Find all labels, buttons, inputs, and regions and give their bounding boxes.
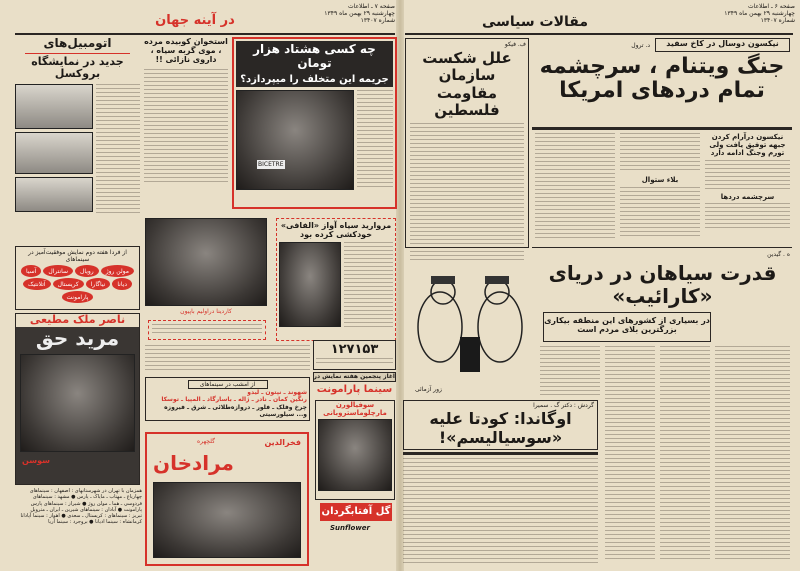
- bones-article: [144, 37, 228, 207]
- film-poster-photo: [20, 354, 135, 452]
- article-body: [660, 346, 710, 561]
- article-body: [403, 458, 598, 566]
- left-section-title: در آینه جهان: [155, 13, 235, 28]
- cinema-list-ad: [145, 377, 310, 421]
- singer-photo: [279, 242, 341, 327]
- film-cast: سوسن: [22, 455, 50, 465]
- city-line: پارامونت ● آبادان : سینماهای شیرین ـ ایران ـ متروپل: [30, 506, 142, 513]
- subhead: نیکسون درآرام کردن جبهه توفیق یافت ولی تورم وجنگ ادامه دارد: [709, 133, 786, 158]
- city-line: تبریز : سینماهای : کریستال ـ سعدی ● اهواز : سینما آپادانا: [20, 513, 142, 519]
- subhead: بلاء ستوال: [641, 176, 679, 184]
- article-kicker: گردش : دکتر گ . سمیرا: [533, 402, 594, 409]
- left-page-info: [290, 3, 395, 25]
- cinema-name: سانترال: [43, 265, 73, 277]
- paramount-title: سینما پارامونت: [316, 384, 393, 395]
- caption-text: [152, 324, 262, 336]
- article-body: [705, 160, 790, 190]
- cinema-name: آسیا: [21, 265, 41, 277]
- cinema-ad: [15, 246, 140, 310]
- film-title: مرادخان: [153, 451, 234, 475]
- article-body: [620, 187, 700, 239]
- film-ad-city-list: [13, 488, 142, 526]
- article-body: [344, 242, 393, 327]
- bus-photo: [236, 90, 354, 190]
- car-photo: [15, 132, 93, 174]
- cinema-ovals: [18, 265, 137, 303]
- cinema-name: مولن روژ: [101, 265, 134, 277]
- cinema-name: کریستال: [53, 278, 84, 290]
- issue-number: شماره ۱۳۴۰۷: [360, 17, 395, 25]
- black-pearl-article: [276, 218, 396, 341]
- cartoon-illustration: [405, 252, 533, 382]
- film-poster-photo: [153, 482, 301, 558]
- car-photo: [15, 177, 93, 212]
- cinema-name: آتلانتیک: [23, 278, 51, 290]
- ad-text: [316, 358, 393, 364]
- cars-headline-2: جدید در نمایشگاه بروکسل: [31, 54, 124, 81]
- fifth-week-note: آغاز پنجمین هفته نمایش در: [313, 373, 395, 380]
- film-star: ناصر ملک مطیعی: [16, 314, 139, 327]
- article-kicker: ه . گیدین: [767, 251, 790, 258]
- photo-article: [145, 218, 267, 318]
- film-poster-photo: [318, 419, 392, 491]
- cinema-name: نیاگارا: [86, 278, 111, 290]
- cinema-list-header: از امشب در سینماهای: [188, 380, 268, 389]
- article-body: [540, 346, 600, 396]
- cartoon-caption: زور آزمائی: [415, 386, 442, 393]
- article-body: [605, 346, 655, 561]
- photo-sign: BICETRE: [258, 161, 284, 169]
- film-label: گلچهره: [197, 438, 215, 445]
- divider: [532, 247, 792, 248]
- page-number: صفحه ۷ ـ اطلاعات: [347, 3, 395, 10]
- bones-headline: استخوان کوبیده مرده ، موی گربه سیاه ، داروی نازائی !!: [144, 37, 228, 65]
- fine-article: [232, 37, 397, 209]
- caribbean-headline: قدرت سیاهان در دریای «کارائیب»: [548, 261, 777, 308]
- car-photo: [15, 84, 93, 129]
- city-line: فردوسی ـ هما ـ مولن روژ ● شیراز : سینماهای پارس: [30, 500, 142, 507]
- phone-number: ۱۲۷۱۵۳: [330, 342, 379, 357]
- city-line: همزمان با تهران در شهرستانهای : اصفهان : سینماهای: [29, 488, 142, 494]
- article-body: [357, 90, 393, 190]
- city-line: کرمانشاه : سینما ادیانا ● بروجرد : سینما آریا: [48, 519, 142, 526]
- article-body: [410, 123, 524, 263]
- uganda-article: [403, 400, 598, 566]
- article-body: [715, 346, 790, 561]
- article-body: [620, 133, 700, 173]
- cartoon: [405, 252, 533, 397]
- cinema-ad-title: از فردا هفته دوم نمایش موفقیت‌آمیز در سینماهای: [28, 249, 127, 264]
- cinema-list-line: و... سیلورسیتی: [259, 410, 307, 418]
- header-rule: [15, 33, 395, 35]
- page-number: صفحه ۶ ـ اطلاعات: [747, 3, 795, 10]
- city-line: چهارباغ ـ مهتاب ـ مایاک ـ پارس ● مشهد : سینماهای: [32, 494, 142, 501]
- cinema-name: دیانا: [112, 278, 132, 290]
- cinema-name: رویال: [75, 265, 99, 277]
- page-date: چهارشنبه ۲۹ بهمن ماه ۱۳۴۹: [724, 10, 795, 18]
- article-kicker: د. ترول: [631, 42, 650, 49]
- vietnam-column-2: [620, 133, 700, 239]
- caption-box: [148, 320, 266, 340]
- black-pearl-headline: مروارید سیاه آواز «الفافی» خودکشی کرده بود: [280, 221, 392, 240]
- fine-headline-block: [236, 41, 393, 87]
- palestine-article: [405, 38, 529, 248]
- issue-number: شماره ۱۳۴۰۷: [760, 17, 795, 25]
- right-section-title: مقالات سیاسی: [481, 14, 589, 30]
- right-page-info: [700, 3, 795, 25]
- photo-caption: کاردینا دراولیم باپیون: [180, 308, 232, 315]
- paramount-english-title: Sunflower: [330, 524, 370, 532]
- film-ad-murid-haq: [15, 313, 140, 485]
- subhead: سرچشمه دردها: [720, 193, 775, 202]
- couple-photo: [145, 218, 267, 306]
- cinema-list-line: چرخ وفلک ـ فلور ـ دروازه‌طلائی ـ شرق ـ فیروزه: [164, 403, 307, 411]
- vietnam-column-3: [535, 133, 615, 241]
- header-rule: [405, 33, 793, 35]
- uganda-headline-box: [403, 400, 598, 450]
- article-headline: علل شکست سازمان مقاومت فلسطین: [422, 49, 512, 119]
- cinema-list-line: شهوند ـ نپتون ـ لیدو: [247, 389, 307, 397]
- headline-rule: [403, 452, 598, 455]
- cars-headline-1: اتومبیل‌های: [43, 36, 112, 50]
- film-stars: سوفیالورن مارچلوماستروبانی: [323, 401, 387, 418]
- uganda-headline: اوگاندا: کودتا علیه «سوسیالیسم»!: [429, 409, 572, 447]
- red-rule: [25, 53, 130, 54]
- phone-ad: [313, 340, 396, 370]
- cinema-list-line: رنگین کمان ـ نادر ـ ژاله ـ باسارگاد ـ المپیا ـ توسکا: [161, 396, 307, 404]
- moradkhan-ad: [145, 432, 309, 566]
- nixon-box: نیکسون دوسال در کاخ سفید: [655, 38, 790, 52]
- vietnam-column-1: [705, 133, 790, 231]
- article-body: [144, 69, 228, 184]
- film-star: فخرالدین: [264, 438, 301, 447]
- paramount-ad: [315, 400, 395, 500]
- article-body: [705, 203, 790, 231]
- headline-rule: [532, 127, 792, 130]
- article-kicker: ف. فیکو: [504, 41, 526, 48]
- article-body: [96, 84, 140, 214]
- cars-article: [15, 37, 140, 242]
- page-date: چهارشنبه ۲۹ بهمن ماه ۱۳۴۹: [324, 10, 395, 18]
- paramount-film-title: گل آفتابگردان: [320, 503, 392, 521]
- fine-headline-2: جریمه این متخلف را میپردازد؟: [240, 73, 389, 85]
- caribbean-subbox: در بسیاری از کشورهای این منطقه بیکاری بزرگترین بلای مردم است: [543, 312, 711, 342]
- cinema-name: پارامونت: [62, 291, 94, 303]
- fine-headline-1: چه کسی هشتاد هزار تومان: [253, 42, 376, 70]
- film-title: مرید حق: [35, 325, 120, 350]
- vietnam-headline: جنگ ویتنام ، سرچشمه تمام دردهای امریکا: [539, 54, 785, 104]
- notice-text: [145, 345, 310, 373]
